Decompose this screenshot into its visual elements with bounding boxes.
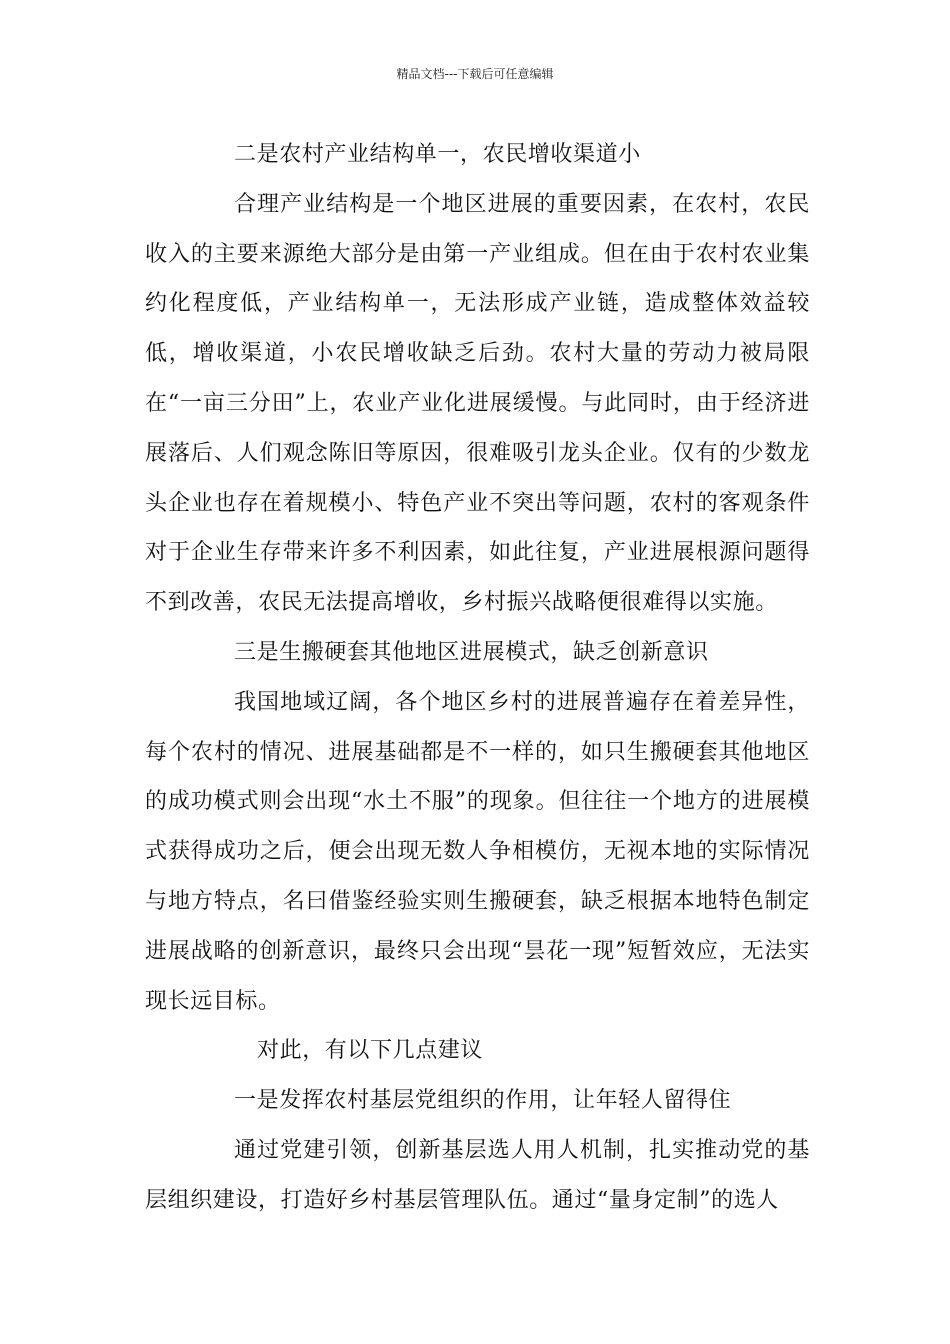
paragraph: 合理产业结构是一个地区进展的重要因素，在农村，农民收入的主要来源绝大部分是由第一产业组成。但在由于农村农业集约化程度低，产业结构单一，无法形成产业链，造成整体效益较低，增收渠道，小农民增收缺乏后劲。农村大量的劳动力被局限在“一亩三分田”上，农业产业化进展缓慢。与此同时，由于经济进展落后、人们观念陈旧等原因，很难吸引龙头企业。仅有的少数龙头企业也存在着规模小、特色产业不突出等问题，农村的客观条件对于企业生存带来许多不利因素，如此往复，产业进展根源问题得不到改善，农民无法提高增收，乡村振兴战略便很难得以实施。 (145, 191, 810, 616)
paragraph: 通过党建引领，创新基层选人用人机制，扎实推动党的基层组织建设，打造好乡村基层管理队伍。通过“量身定制”的选人 (145, 1137, 810, 1213)
section-heading-2: 二是农村产业结构单一，农民增收渠道小 (234, 142, 641, 167)
section-heading-3: 三是生搬硬套其他地区进展模式，缺乏创新意识 (234, 639, 709, 665)
document-body (145, 130, 810, 1226)
page-header: 精品文档---下载后可任意编辑 (396, 67, 554, 81)
suggestions-heading: 对此，有以下几点建议 (257, 1038, 484, 1064)
paragraph: 我国地域辽阔，各个地区乡村的进展普遍存在着差异性，每个农村的情况、进展基础都是不一样的，如只生搬硬套其他地区的成功模式则会出现“水土不服”的现象。但往往一个地方的进展模式获得成功之后，便会出现无数人争相模仿，无视本地的实际情况与地方特点，名曰借鉴经验实则生搬硬套，缺乏根据本地特色制定进展战略的创新意识，最终只会出现“昙花一现”短暂效应，无法实现长远目标。 (145, 689, 810, 1014)
suggestion-heading-1: 一是发挥农村基层党组织的作用，让年轻人留得住 (234, 1088, 732, 1114)
